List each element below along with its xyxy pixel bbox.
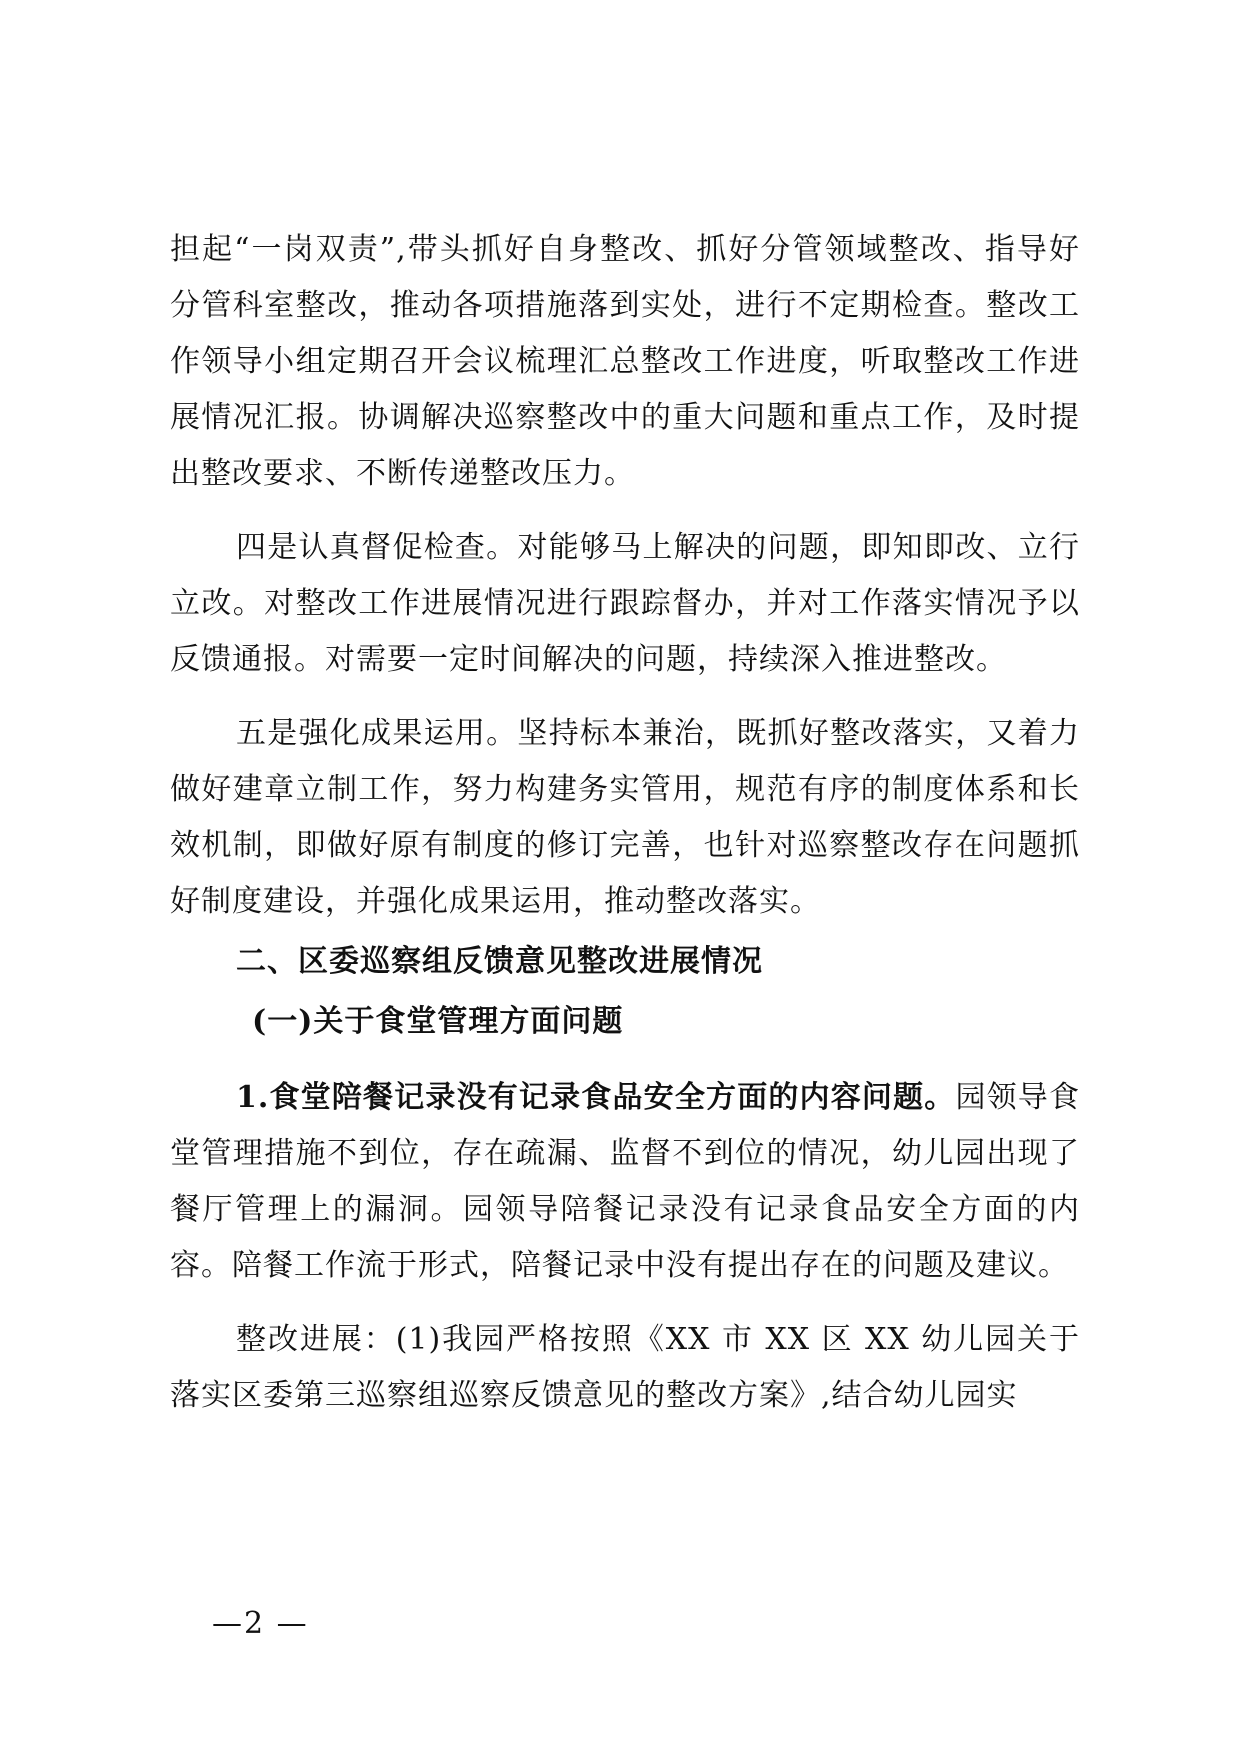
item-1-text: 园领导食堂管理措施不到位，存在疏漏、监督不到位的情况，幼儿园出现了餐厅管理上的漏洞。园领导陪餐记录没有记录食品安全方面的内容。陪餐工作流于形式，陪餐记录中没有提出存在的问题及建议。 <box>170 1080 1080 1283</box>
paragraph-supervision: 四是认真督促检查。对能够马上解决的问题，即知即改、立行立改。对整改工作进展情况进行跟踪督办，并对工作落实情况予以反馈通报。对需要一定时间解决的问题，持续深入推进整改。 <box>170 530 1080 677</box>
paragraph-progress: 整改进展：(1)我园严格按照《XX 市 XX 区 XX 幼儿园关于落实区委第三巡察组巡察反馈意见的整改方案》,结合幼儿园实 <box>170 1322 1080 1413</box>
subsection-heading: (一)关于食堂管理方面问题 <box>252 1004 624 1039</box>
page-number: —2 — <box>212 1606 309 1641</box>
document-body <box>170 222 1080 1424</box>
paragraph-continued: 担起“一岗双责”,带头抓好自身整改、抓好分管领域整改、指导好分管科室整改，推动各项措施落到实处，进行不定期检查。整改工作领导小组定期召开会议梳理汇总整改工作进度，听取整改工作进展情况汇报。协调解决巡察整改中的重大问题和重点工作，及时提出整改要求、不断传递整改压力。 <box>170 232 1080 491</box>
item-1-paragraph <box>170 1070 1080 1294</box>
paragraph-results: 五是强化成果运用。坚持标本兼治，既抓好整改落实，又着力做好建章立制工作，努力构建务实管用，规范有序的制度体系和长效机制，即做好原有制度的修订完善，也针对巡察整改存在问题抓好制度建设，并强化成果运用，推动整改落实。 <box>170 716 1080 919</box>
item-1-title: 1.食堂陪餐记录没有记录食品安全方面的内容问题。 <box>236 1080 956 1115</box>
section-heading: 二、区委巡察组反馈意见整改进展情况 <box>236 944 763 979</box>
